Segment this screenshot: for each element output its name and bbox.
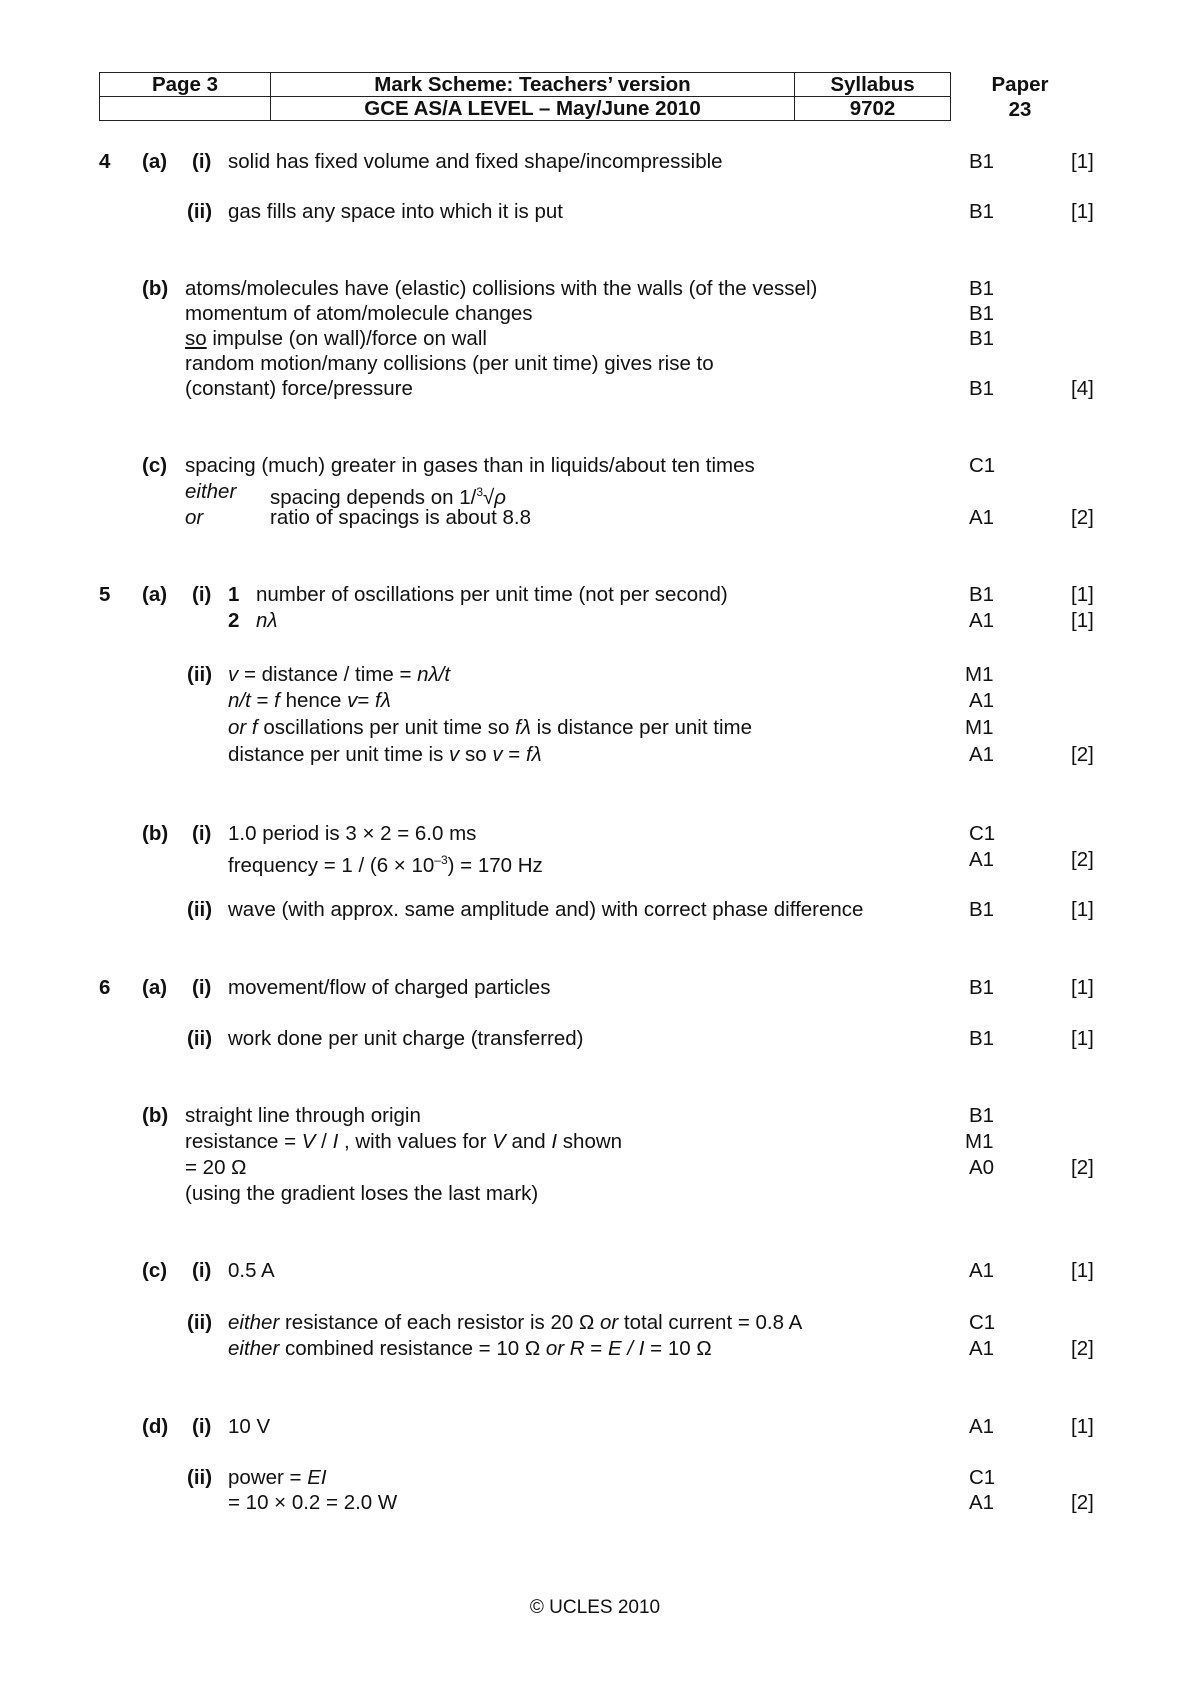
part-label: (a)	[142, 976, 168, 999]
subpart-label: (i)	[192, 583, 212, 606]
mark-code: A1	[969, 1259, 995, 1282]
mark-code: B1	[969, 1027, 995, 1050]
answer-text: random motion/many collisions (per unit time) gives rise to	[185, 352, 714, 375]
answer-text: either combined resistance = 10 Ω or R = E / I = 10 Ω	[228, 1337, 712, 1360]
subpart-label: (i)	[192, 822, 212, 845]
mark-code: C1	[969, 822, 996, 845]
answer-text: 10 V	[228, 1415, 271, 1438]
copyright-footer: © UCLES 2010	[529, 1597, 661, 1618]
subpart-label: (ii)	[187, 663, 213, 686]
answer-text: straight line through origin	[185, 1104, 421, 1127]
question-number: 4	[99, 150, 111, 173]
answer-text: spacing (much) greater in gases than in liquids/about ten times	[185, 454, 755, 477]
part-label: (c)	[142, 454, 168, 477]
mark-total: [1]	[1071, 976, 1094, 999]
answer-text: either resistance of each resistor is 20 Ω or total current = 0.8 A	[228, 1311, 803, 1334]
document-title: Mark Scheme: Teachers’ version	[271, 73, 795, 97]
mark-total: [2]	[1071, 1156, 1094, 1179]
mark-total: [2]	[1071, 1337, 1094, 1360]
mark-code: A1	[969, 609, 995, 632]
subpart-label: (ii)	[187, 1466, 213, 1489]
mark-total: [2]	[1071, 848, 1094, 871]
mark-total: [1]	[1071, 200, 1094, 223]
part-label: (a)	[142, 583, 168, 606]
mark-total: [4]	[1071, 377, 1094, 400]
answer-text: = 20 Ω	[185, 1156, 247, 1179]
subpart-label: (ii)	[187, 1027, 213, 1050]
subpart-label: (i)	[192, 150, 212, 173]
answer-text: wave (with approx. same amplitude and) with correct phase difference	[228, 898, 864, 921]
mark-code: A1	[969, 689, 995, 712]
mark-code: B1	[969, 200, 995, 223]
answer-text: (constant) force/pressure	[185, 377, 413, 400]
answer-text: momentum of atom/molecule changes	[185, 302, 533, 325]
mark-total: [2]	[1071, 743, 1094, 766]
mark-total: [1]	[1071, 1259, 1094, 1282]
question-number: 6	[99, 976, 111, 999]
answer-text: so impulse (on wall)/force on wall	[185, 327, 487, 350]
answer-text: v = distance / time = nλ/t	[228, 663, 451, 686]
mark-code: B1	[969, 976, 995, 999]
part-label: (b)	[142, 277, 169, 300]
mark-total: [1]	[1071, 150, 1094, 173]
paper-label: Paper	[991, 73, 1049, 96]
mark-code: B1	[969, 898, 995, 921]
mark-code: B1	[969, 583, 995, 606]
mark-code: M1	[965, 1130, 994, 1153]
mark-total: [1]	[1071, 1027, 1094, 1050]
subpart-label: (i)	[192, 1259, 212, 1282]
answer-text: resistance = V / I , with values for V and I shown	[185, 1130, 623, 1153]
answer-text: frequency = $1 / (6 \times 10^{-3}) = 170$ Hz	[228, 853, 543, 877]
point-number: 2	[228, 609, 240, 632]
mark-code: B1	[969, 302, 995, 325]
mark-code: M1	[965, 716, 994, 739]
underlined-so: so	[185, 327, 207, 350]
part-label: (b)	[142, 822, 169, 845]
subpart-label: (i)	[192, 1415, 212, 1438]
mark-code: C1	[969, 454, 996, 477]
either-label: either	[185, 480, 237, 503]
answer-text: movement/flow of charged particles	[228, 976, 551, 999]
subpart-label: (ii)	[187, 200, 213, 223]
mark-code: C1	[969, 1466, 996, 1489]
point-number: 1	[228, 583, 240, 606]
answer-text: work done per unit charge (transferred)	[228, 1027, 584, 1050]
mark-code: B1	[969, 327, 995, 350]
answer-text: ratio of spacings is about 8.8	[270, 506, 531, 529]
mark-code: B1	[969, 277, 995, 300]
mark-code: A1	[969, 506, 995, 529]
mark-code: A1	[969, 1337, 995, 1360]
part-label: (b)	[142, 1104, 169, 1127]
answer-text: 1.0 period is 3 × 2 = 6.0 ms	[228, 822, 477, 845]
answer-text: power = EI	[228, 1466, 327, 1489]
mark-code: A1	[969, 1415, 995, 1438]
or-label: or	[185, 506, 204, 529]
answer-text: or f oscillations per unit time so fλ is distance per unit time	[228, 716, 752, 739]
mark-total: [1]	[1071, 609, 1094, 632]
mark-total: [2]	[1071, 1491, 1094, 1514]
mark-code: A0	[969, 1156, 995, 1179]
subpart-label: (i)	[192, 976, 212, 999]
syllabus-code: 9702	[795, 97, 951, 121]
header-table	[99, 72, 951, 121]
mark-total: [1]	[1071, 1415, 1094, 1438]
mark-code: B1	[969, 377, 995, 400]
answer-text: gas fills any space into which it is put	[228, 200, 563, 223]
answer-note: (using the gradient loses the last mark)	[185, 1182, 539, 1205]
answer-text: solid has fixed volume and fixed shape/incompressible	[228, 150, 723, 173]
subpart-label: (ii)	[187, 898, 213, 921]
mark-code: C1	[969, 1311, 996, 1334]
subpart-label: (ii)	[187, 1311, 213, 1334]
mark-code: A1	[969, 848, 995, 871]
answer-text: nλ	[256, 609, 278, 632]
question-number: 5	[99, 583, 111, 606]
answer-text: number of oscillations per unit time (not per second)	[256, 583, 728, 606]
part-label: (c)	[142, 1259, 168, 1282]
answer-text: = 10 × 0.2 = 2.0 W	[228, 1491, 398, 1514]
answer-text: distance per unit time is v so v = fλ	[228, 743, 542, 766]
mark-code: B1	[969, 150, 995, 173]
mark-code: A1	[969, 743, 995, 766]
mark-code: B1	[969, 1104, 995, 1127]
mark-code: A1	[969, 1491, 995, 1514]
answer-text: spacing depends on 1/$^3$√ρ	[270, 485, 507, 509]
paper-number: 23	[1008, 98, 1032, 121]
answer-text: atoms/molecules have (elastic) collisions with the walls (of the vessel)	[185, 277, 818, 300]
answer-text: n/t = f hence v= fλ	[228, 689, 391, 712]
mark-code: M1	[965, 663, 994, 686]
answer-text: 0.5 A	[228, 1259, 275, 1282]
mark-total: [2]	[1071, 506, 1094, 529]
page-number: Page 3	[100, 73, 271, 97]
mark-total: [1]	[1071, 898, 1094, 921]
part-label: (d)	[142, 1415, 169, 1438]
part-label: (a)	[142, 150, 168, 173]
mark-total: [1]	[1071, 583, 1094, 606]
empty-cell	[100, 97, 271, 121]
document-subtitle: GCE AS/A LEVEL – May/June 2010	[271, 97, 795, 121]
syllabus-label: Syllabus	[795, 73, 951, 97]
